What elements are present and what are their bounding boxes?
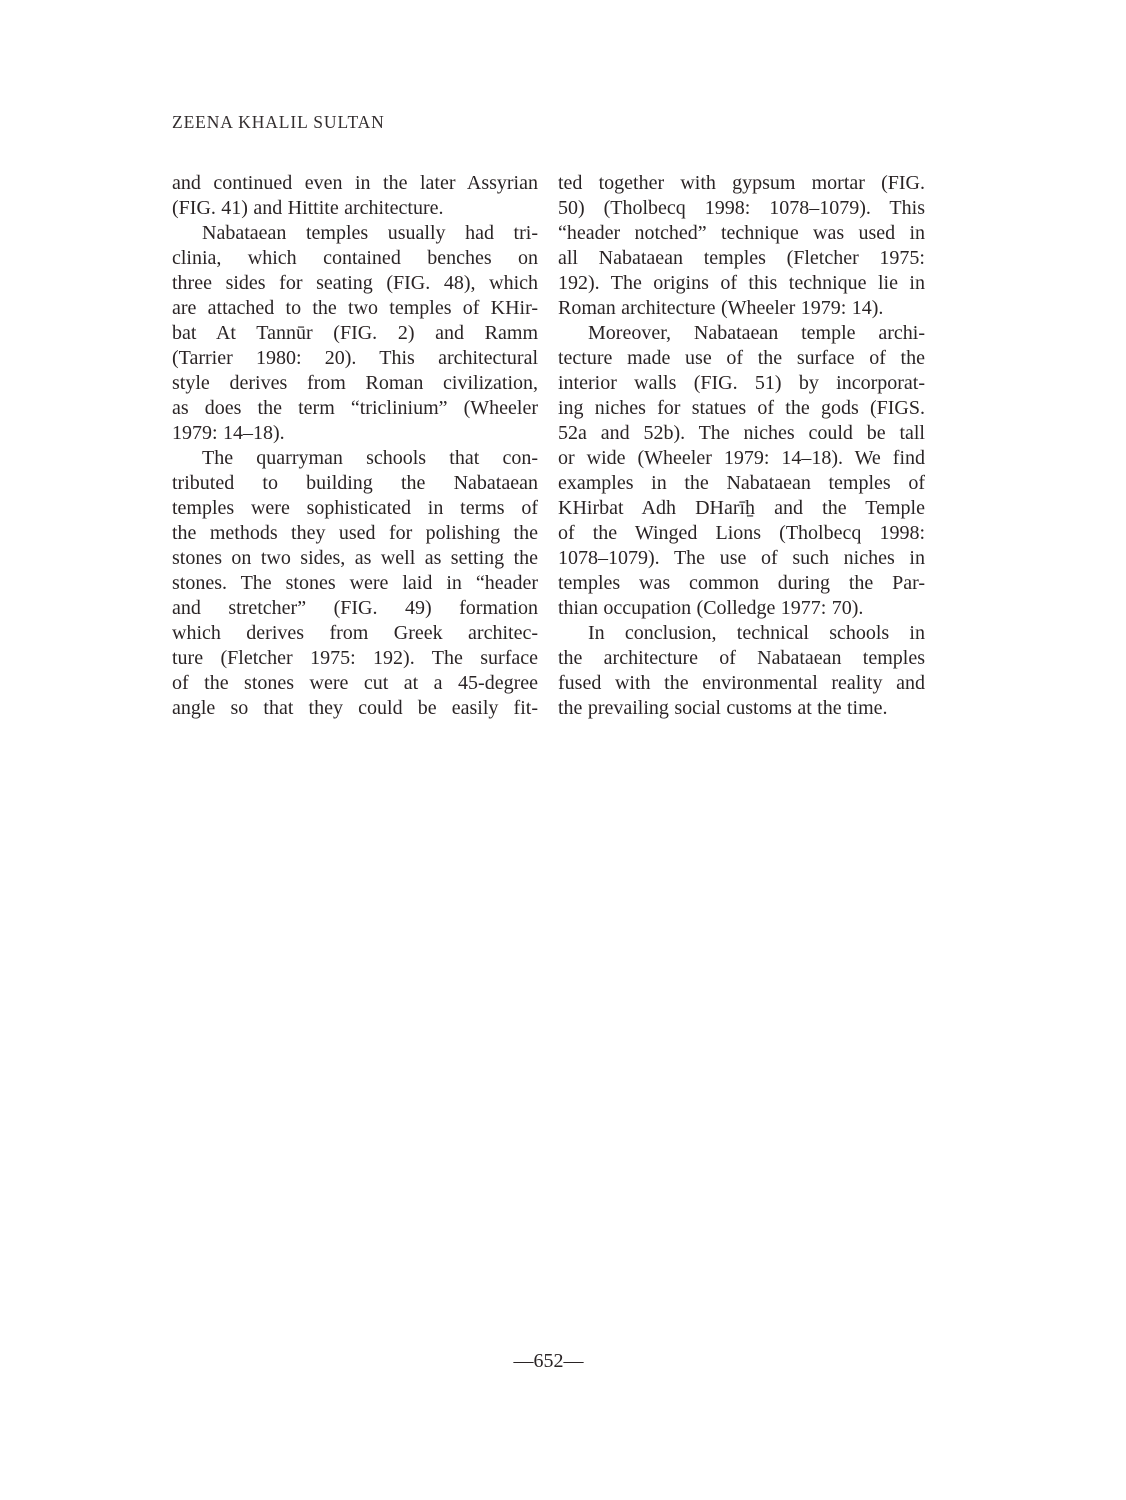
text-line: the architecture of Nabataean temples [558, 647, 925, 669]
paragraph [558, 621, 925, 721]
text-line: fused with the environmental reality and [558, 672, 925, 694]
text-line: ture (Fletcher 1975: 192). The surface [172, 647, 538, 669]
text-line: ing niches for statues of the gods (FIGS. [558, 397, 925, 419]
text-line: (Tarrier 1980: 20). This architectural [172, 347, 538, 369]
text-line: are attached to the two temples of KHir- [172, 297, 538, 319]
running-header: ZEENA KHALIL SULTAN [172, 112, 385, 132]
text-line: stones on two sides, as well as setting the [172, 547, 538, 569]
text-line: the prevailing social customs at the time. [558, 697, 888, 719]
text-line: bat At Tannūr (FIG. 2) and Ramm [172, 322, 538, 344]
text-line: clinia, which contained benches on [172, 247, 538, 269]
text-line: the methods they used for polishing the [172, 522, 538, 544]
text-line: temples were sophisticated in terms of [172, 497, 538, 519]
text-line: KHirbat Adh DHarīẖ and the Temple [558, 497, 925, 519]
text-line: 50) (Tholbecq 1998: 1078–1079). This [558, 197, 925, 219]
text-line: Nabataean temples usually had tri- [202, 222, 538, 244]
paragraph [558, 171, 925, 321]
text-line: tributed to building the Nabataean [172, 472, 538, 494]
text-line: 192). The origins of this technique lie in [558, 272, 925, 294]
text-line: interior walls (FIG. 51) by incorporat- [558, 372, 925, 394]
text-line: stones. The stones were laid in “header [172, 572, 538, 594]
text-line: 1979: 14–18). [172, 422, 285, 444]
text-line: “header notched” technique was used in [558, 222, 925, 244]
text-line: angle so that they could be easily fit- [172, 697, 538, 719]
text-line: of the stones were cut at a 45-degree [172, 672, 538, 694]
text-line: or wide (Wheeler 1979: 14–18). We find [558, 447, 925, 469]
text-line: as does the term “triclinium” (Wheeler [172, 397, 538, 419]
text-line: temples was common during the Par- [558, 572, 925, 594]
paragraph [172, 221, 538, 446]
text-line: Roman architecture (Wheeler 1979: 14). [558, 297, 884, 319]
paragraph [558, 321, 925, 621]
text-line: tecture made use of the surface of the [558, 347, 925, 369]
paragraph [172, 446, 538, 721]
text-line: and stretcher” (FIG. 49) formation [172, 597, 538, 619]
text-line: and continued even in the later Assyrian [172, 172, 538, 194]
text-line: which derives from Greek architec- [172, 622, 538, 644]
text-line: of the Winged Lions (Tholbecq 1998: [558, 522, 925, 544]
text-line: ted together with gypsum mortar (FIG. [558, 172, 925, 194]
text-line: examples in the Nabataean temples of [558, 472, 925, 494]
text-line: In conclusion, technical schools in [588, 622, 925, 644]
text-column-right [558, 171, 925, 721]
text-line: three sides for seating (FIG. 48), which [172, 272, 538, 294]
text-line: (FIG. 41) and Hittite architecture. [172, 197, 444, 219]
text-column-left [172, 171, 538, 721]
paragraph [172, 171, 538, 221]
text-line: all Nabataean temples (Fletcher 1975: [558, 247, 925, 269]
text-line: 52a and 52b). The niches could be tall [558, 422, 925, 444]
text-line: style derives from Roman civilization, [172, 372, 538, 394]
text-line: Moreover, Nabataean temple archi- [588, 322, 925, 344]
text-line: thian occupation (Colledge 1977: 70). [558, 597, 864, 619]
text-line: The quarryman schools that con- [202, 447, 538, 469]
page-number: —652— [513, 1350, 584, 1372]
text-line: 1078–1079). The use of such niches in [558, 547, 925, 569]
